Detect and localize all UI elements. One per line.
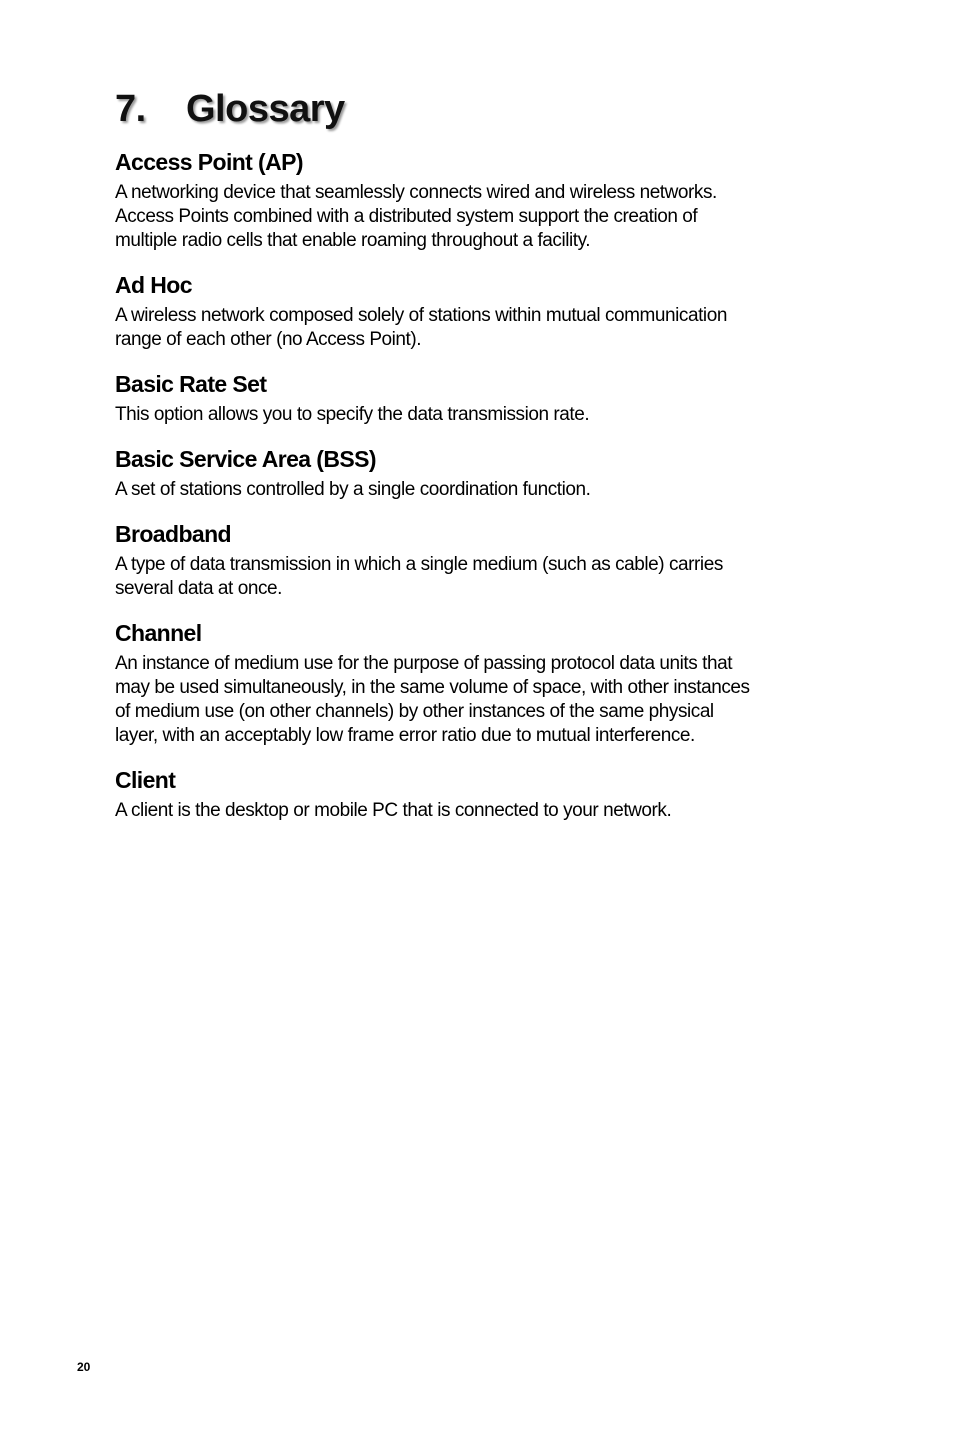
glossary-entry-client (115, 766, 845, 823)
glossary-term: Ad Hoc (115, 272, 192, 298)
glossary-term: Basic Rate Set (115, 371, 267, 397)
chapter-title-text: Glossary (186, 88, 345, 130)
glossary-entry-channel (115, 619, 845, 748)
glossary-term: Client (115, 767, 176, 793)
glossary-definition: A networking device that seamlessly connects wired and wireless networks. Access Points combined with a distributed system support the creation of multiple radio cells that enable roaming throughout a facility. (115, 182, 717, 251)
glossary-term: Access Point (AP) (115, 149, 303, 175)
glossary-term: Basic Service Area (BSS) (115, 446, 376, 472)
glossary-entry-ad-hoc (115, 271, 845, 352)
glossary-entry-basic-service-area (115, 445, 845, 502)
chapter-title (115, 86, 845, 132)
glossary-definition: A type of data transmission in which a single medium (such as cable) carries several data at once. (115, 554, 723, 599)
page-number: 20 (77, 1360, 91, 1374)
glossary-definition: A client is the desktop or mobile PC that is connected to your network. (115, 800, 672, 821)
glossary-entry-access-point (115, 148, 845, 253)
glossary-page (115, 86, 845, 841)
glossary-definition: This option allows you to specify the data transmission rate. (115, 404, 590, 425)
glossary-term: Channel (115, 620, 202, 646)
glossary-definition: A set of stations controlled by a single coordination function. (115, 479, 591, 500)
glossary-entry-basic-rate-set (115, 370, 845, 427)
glossary-entry-broadband (115, 520, 845, 601)
glossary-term: Broadband (115, 521, 231, 547)
glossary-definition: An instance of medium use for the purpose of passing protocol data units that may be used simultaneously, in the same volume of space, with other instances of medium use (on other channels) by other instances of the same physical layer, with an acceptably low frame error ratio due to mutual interference. (115, 653, 750, 746)
glossary-definition: A wireless network composed solely of stations within mutual communication range of each other (no Access Point). (115, 305, 727, 350)
chapter-number: 7. (115, 88, 146, 130)
